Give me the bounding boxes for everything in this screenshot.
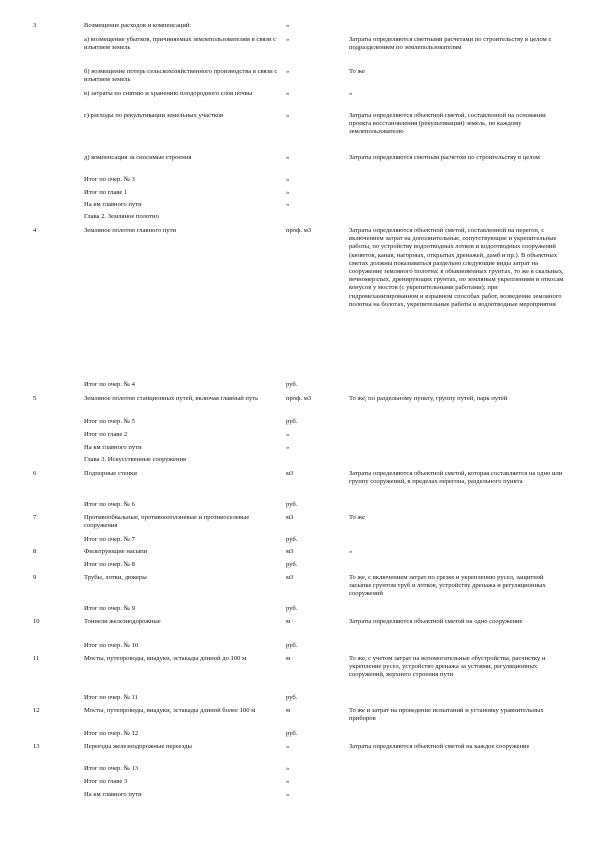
row-unit: »: [286, 112, 290, 119]
row-description: Затраты определяются объектной сметой на одно сооружение: [349, 618, 523, 625]
row-name: Итог по главе 1: [84, 189, 128, 196]
row-number: 10: [33, 618, 40, 625]
row-unit: »: [286, 90, 290, 97]
row-name: д) компенсация за сносимые строения: [84, 154, 192, 161]
row-number: 11: [33, 655, 40, 662]
row-unit: »: [286, 154, 290, 161]
row-name: Возмещение расходов и компенсаций:: [84, 22, 192, 29]
row-description: То же и затрат на проведение испытаний и установку уравнительных приборов: [349, 707, 544, 723]
row-unit: »: [286, 778, 290, 785]
row-unit: проф. м3: [286, 395, 312, 402]
row-unit: м3: [286, 514, 294, 521]
row-description: Затраты определяются сметным расчетом по строительству в целом: [349, 154, 540, 161]
row-name: Итог по очер. № 6: [84, 501, 135, 508]
row-unit: »: [286, 189, 290, 196]
row-unit: »: [286, 36, 290, 43]
row-unit: »: [286, 201, 290, 208]
row-description: То же, с учетом затрат на вспомогательные обустройства, расчистку и укрепление русел, устройство дренажа за устоями, регуляционных сооружений, верхнего строения пути: [349, 655, 546, 679]
row-name: г) расходы по рекультивации земельных участков: [84, 112, 224, 119]
row-name: Подпорные стенки: [84, 470, 137, 477]
row-unit: руб.: [286, 694, 298, 701]
row-name: Итог по очер. № 9: [84, 605, 135, 612]
row-name: Противообвальные, противооползневые и противоселевые сооружения: [84, 514, 250, 530]
row-number: 5: [33, 395, 37, 402]
row-unit: руб.: [286, 642, 298, 649]
row-name: Глава 3. Искусственные сооружения: [84, 456, 187, 463]
row-name: На км главного пути: [84, 791, 142, 798]
row-name: Фильтрующие насыпи: [84, 548, 148, 555]
row-name: Земляное полотно главного пути: [84, 227, 177, 234]
row-unit: м: [286, 707, 291, 714]
row-number: 7: [33, 514, 37, 521]
row-name: Итог по очер. № 8: [84, 561, 135, 568]
row-unit: »: [286, 431, 290, 438]
row-name: Мосты, путепроводы, виадуки, эстакады длиной до 100 м: [84, 655, 247, 662]
row-name: На км главного пути: [84, 201, 142, 208]
row-unit: »: [286, 444, 290, 451]
row-unit: руб.: [286, 501, 298, 508]
row-unit: »: [286, 765, 290, 772]
row-unit: руб.: [286, 536, 298, 543]
row-unit: м: [286, 618, 291, 625]
row-unit: руб.: [286, 561, 298, 568]
row-unit: »: [286, 22, 290, 29]
row-name: Тоннели железнодорожные: [84, 618, 161, 625]
row-description: Затраты определяются объектной сметой, которая составляется на одно или группу сооружений, в пределах перегона, раздельного пункта: [349, 470, 563, 486]
row-unit: »: [286, 68, 290, 75]
row-unit: м: [286, 655, 291, 662]
row-name: Итог по очер. № 5: [84, 418, 135, 425]
row-name: Итог по очер. № 7: [84, 536, 135, 543]
row-name: Итог по главе 3: [84, 778, 128, 785]
row-name: Итог по очер. № 10: [84, 642, 139, 649]
row-name: б) возмещение потерь сельскохозяйственного производства в связи с изъятием земель: [84, 68, 278, 84]
row-number: 13: [33, 743, 40, 750]
row-name: Мосты, путепроводы, виадуки, эстакады длиной более 100 м: [84, 707, 256, 714]
row-name: Итог по главе 2: [84, 431, 128, 438]
row-unit: м3: [286, 548, 294, 555]
row-description: Затраты определяются сметными расчетами по строительству в целом с подразделением по землепользователям: [349, 36, 552, 52]
row-unit: »: [286, 743, 290, 750]
row-number: 12: [33, 707, 40, 714]
row-number: 3: [33, 22, 37, 29]
row-name: в) затраты по снятию и хранению плодородного слоя почвы: [84, 90, 253, 97]
row-name: Земляное полотно станционных путей, включая главный путь: [84, 395, 259, 402]
row-name: Глава 2. Земляное полотно: [84, 213, 159, 220]
row-unit: руб.: [286, 730, 298, 737]
row-description: Затраты определяются объектной сметой, составленной на основании проекта восстановления (рекультивации) земель, по каждому землепользователю: [349, 112, 546, 136]
row-name: Итог по очер. № 11: [84, 694, 138, 701]
row-name: а) возмещение убытков, причиняемых землепользователям в связи с изъятием земель: [84, 36, 277, 52]
row-number: 8: [33, 548, 37, 555]
row-unit: »: [286, 791, 290, 798]
row-unit: руб.: [286, 605, 298, 612]
row-unit: руб.: [286, 418, 298, 425]
row-number: 4: [33, 227, 37, 234]
row-unit: »: [286, 176, 290, 183]
row-name: Итог по очер. № 12: [84, 730, 139, 737]
row-description: То же, с включением затрат по срезке и укреплению русел, защитной засыпке грунтом труб и лотков, устройству дренажа и регуляционных сооружений: [349, 574, 546, 598]
row-name: Переезды железнодорожные переезды: [84, 743, 192, 750]
row-description: Затраты определяются объектной сметой, составленной на перегон, с включением затрат на дополнительные, сопутствующие и укрепительные работы, по устройству водоотводных лотков и водоотводных сооружений (кюветов, канав, нагорных, открытых дренажей, дамб и пр.). В объектных сметах должны показываться раздельно следующие виды затрат на сооружение земляного полотна: в обыкновенных грунтах, то же в скальных, вечномерзлых, дренирующих грунтах, по земляным укреплениям и откосам конусов у мостов (с укрепительными работами); при гидромеханизированном и взрывном способах работ, возведение земляного полотна на болотах, укрепительные работы и водоотводные мероприятия: [349, 227, 564, 308]
row-name: Трубы, лотки, дюкеры: [84, 574, 147, 581]
row-description: То же: [349, 514, 365, 521]
row-description: Затраты определяются объектной сметой на каждое сооружение: [349, 743, 530, 750]
row-name: Итог по очер. № 4: [84, 381, 135, 388]
row-description: То же, по раздельному пункту, группу путей, парк путей: [349, 395, 508, 402]
row-description: »: [349, 548, 353, 555]
row-unit: руб.: [286, 381, 298, 388]
row-name: Итог по очер. № 3: [84, 176, 135, 183]
row-description: То же: [349, 68, 365, 75]
row-unit: м3: [286, 574, 294, 581]
row-unit: проф. м3: [286, 227, 312, 234]
row-number: 9: [33, 574, 37, 581]
row-description: »: [349, 90, 353, 97]
row-name: Итог по очер. № 13: [84, 765, 139, 772]
row-name: На км главного пути: [84, 444, 142, 451]
row-number: 6: [33, 470, 37, 477]
row-unit: м3: [286, 470, 294, 477]
